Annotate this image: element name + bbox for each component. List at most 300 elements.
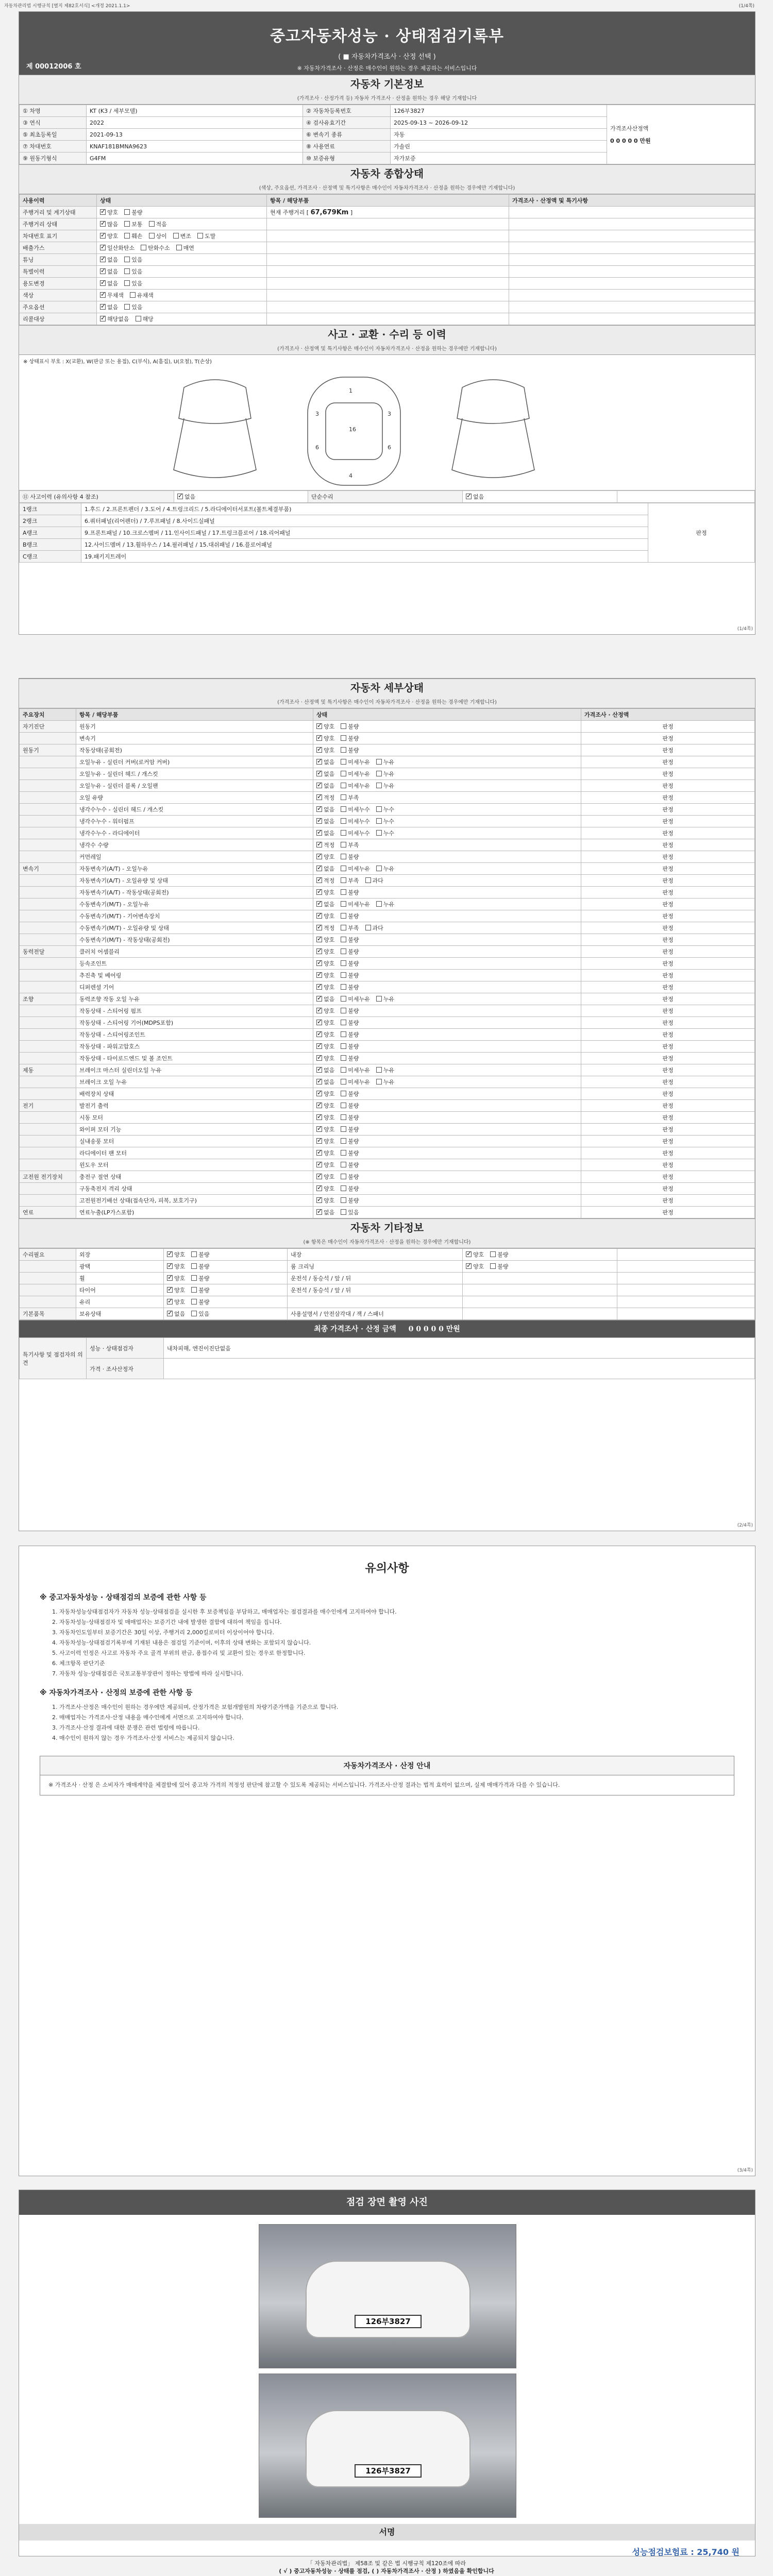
detail-item: 등속조인트 xyxy=(76,958,313,970)
state-option: 불량 xyxy=(341,1020,359,1026)
checkbox-icon xyxy=(316,1008,322,1013)
state-option: 도말 xyxy=(197,233,215,240)
state-option: 있음 xyxy=(124,268,142,275)
basic-label: ⑤ 최초등록일 xyxy=(20,129,87,141)
notice-box xyxy=(40,1756,734,1795)
overall-remark xyxy=(509,230,755,242)
detail-row xyxy=(20,958,755,970)
others-row xyxy=(20,1261,755,1273)
detail-group xyxy=(20,1088,76,1100)
detail-state xyxy=(313,816,581,827)
state-option: 해당 xyxy=(136,316,154,323)
notice-paragraph: 1. 자동차성능상태점검자가 자동차 성능·상태점검을 실시한 후 보증책임을 부담하고, 매매업자는 점검결과를 매수인에게 고지하여야 합니다. xyxy=(52,1608,397,1615)
detail-state xyxy=(313,958,581,970)
detail-row xyxy=(20,1064,755,1076)
column-header: 가격조사 · 산정액 xyxy=(581,709,755,721)
inspection-photo-rear xyxy=(259,2374,516,2518)
detail-group xyxy=(20,922,76,934)
basic-label: ⑨ 원동기형식 xyxy=(20,152,87,164)
detail-item: 냉각수누수 - 라디에이터 xyxy=(76,827,313,839)
state-option: ✓ 적정 xyxy=(316,794,334,801)
state-option: 불량 xyxy=(490,1251,508,1258)
state-option: 불량 xyxy=(341,1174,359,1180)
detail-group: 전기 xyxy=(20,1100,76,1112)
checkbox-icon xyxy=(124,233,130,239)
checkbox-icon xyxy=(376,1067,382,1073)
overall-state xyxy=(97,230,267,242)
checkbox-icon xyxy=(341,1126,346,1132)
detail-group xyxy=(20,981,76,993)
state-option: 불량 xyxy=(341,948,359,955)
others-subtitle: (※ 항목은 매수인이 자동차가격조사 · 산정을 원하는 경우에만 기재합니다) xyxy=(19,1236,755,1248)
checkbox-icon xyxy=(341,948,346,954)
state-option: 있음 xyxy=(124,280,142,287)
detail-item: 냉각수누수 - 실린더 헤드 / 개스킷 xyxy=(76,804,313,816)
detail-judge: 판정 xyxy=(581,839,755,851)
state-option: 미세누수 xyxy=(341,806,370,813)
state-option: 상이 xyxy=(149,233,167,240)
detail-group xyxy=(20,804,76,816)
others-remark xyxy=(617,1261,755,1273)
notice-paragraph: 4. 매수인이 원하지 않는 경우 가격조사·산정 서비스는 제공되지 않습니다. xyxy=(52,1735,234,1741)
state-option: 불량 xyxy=(341,747,359,754)
checkbox-icon xyxy=(341,759,346,765)
checkbox-icon xyxy=(341,972,346,978)
others-row xyxy=(20,1249,755,1261)
state-option: 변조 xyxy=(173,233,191,240)
state-option: 불량 xyxy=(191,1299,209,1306)
state-option: ✓ 없음 xyxy=(316,771,334,777)
state-option: 훼손 xyxy=(124,233,142,240)
state-option: ✓ 양호 xyxy=(316,1138,334,1145)
checkbox-icon xyxy=(376,818,382,824)
column-header: 가격조사 · 산정액 및 특기사항 xyxy=(509,195,755,207)
state-option: 누유 xyxy=(376,759,394,766)
detail-group xyxy=(20,816,76,827)
state-option: ✓ 양호 xyxy=(316,960,334,967)
others-row xyxy=(20,1308,755,1320)
basic-value: 가솔린 xyxy=(391,141,607,152)
checkbox-icon xyxy=(341,1055,346,1061)
detail-group xyxy=(20,827,76,839)
detail-item: 수동변속기(M/T) - 오일누유 xyxy=(76,899,313,910)
accident-title: 사고 · 교환 · 수리 등 이력 xyxy=(19,325,755,343)
overall-state xyxy=(97,207,267,218)
basic-label: ⑥ 변속기 종류 xyxy=(303,129,391,141)
overall-remark xyxy=(509,207,755,218)
state-option: 불량 xyxy=(341,937,359,943)
checkbox-icon xyxy=(376,771,382,776)
state-option: 미세누수 xyxy=(341,818,370,825)
detail-group xyxy=(20,1112,76,1124)
state-option: 불량 xyxy=(490,1263,508,1270)
overall-state xyxy=(97,278,267,290)
basic-info-row xyxy=(20,105,755,117)
parts-rank: A랭크 xyxy=(20,527,81,539)
detail-row xyxy=(20,910,755,922)
state-option: ✓ 양호 xyxy=(316,1197,334,1204)
detail-item: 변속기 xyxy=(76,733,313,744)
overall-title: 자동차 종합상태 xyxy=(19,164,755,182)
overall-table xyxy=(19,194,755,325)
checkbox-icon xyxy=(341,1138,346,1144)
detail-row xyxy=(20,768,755,780)
checkbox-icon xyxy=(365,925,371,930)
state-option: ✓ 양호 xyxy=(316,1162,334,1168)
state-option: 미세누유 xyxy=(341,996,370,1003)
state-option: ✓ 없음 xyxy=(316,1067,334,1074)
detail-row xyxy=(20,827,755,839)
state-option: ✓ 양호 xyxy=(316,1185,334,1192)
checkbox-icon xyxy=(341,877,346,883)
checkbox-icon xyxy=(490,1263,496,1269)
state-option: 부족 xyxy=(341,842,359,849)
state-option: 누수 xyxy=(376,830,394,837)
state-option: 누유 xyxy=(376,996,394,1003)
checkbox-icon xyxy=(124,268,130,274)
detail-state xyxy=(313,851,581,863)
state-option: ✓ 양호 xyxy=(167,1251,185,1258)
checkbox-icon xyxy=(341,806,346,812)
detail-group xyxy=(20,768,76,780)
checkbox-icon xyxy=(341,1150,346,1156)
parts-rank: 1랭크 xyxy=(20,503,81,515)
checkbox-icon xyxy=(100,304,106,310)
detail-state xyxy=(313,1195,581,1207)
others-item-2: 운전석 / 동승석 / 앞 / 뒤 xyxy=(288,1273,463,1284)
state-option: ✓ 양호 xyxy=(466,1263,484,1270)
state-option: ✓ 양호 xyxy=(167,1299,185,1306)
state-option: 불량 xyxy=(341,1055,359,1062)
others-item-2: 사용설명서 / 안전삼각대 / 잭 / 스패너 xyxy=(288,1308,463,1320)
checkbox-icon xyxy=(376,759,382,765)
checkbox-icon xyxy=(316,1103,322,1108)
checkbox-icon xyxy=(130,292,136,298)
notice-paragraph: 3. 자동차인도일부터 보증기간은 30일 이상, 주행거리 2,000킬로미터 이상이어야 합니다. xyxy=(52,1629,274,1636)
state-option: 보통 xyxy=(124,221,142,228)
detail-judge: 판정 xyxy=(581,1136,755,1147)
detail-state xyxy=(313,1029,581,1041)
checkbox-icon xyxy=(167,1263,173,1269)
detail-state xyxy=(313,1112,581,1124)
accident-history-label: ⑪ 사고이력 (유의사항 4 참조) xyxy=(20,491,174,503)
detail-state xyxy=(313,910,581,922)
checkbox-icon xyxy=(167,1287,173,1293)
detail-table xyxy=(19,708,755,1218)
overall-row xyxy=(20,230,755,242)
final-amount-title: 최종 가격조사 · 산정 금액 xyxy=(314,1325,396,1333)
detail-group xyxy=(20,780,76,792)
notice-head-2: ※ 자동차가격조사 · 산정의 보증에 관한 사항 등 xyxy=(40,1689,193,1697)
checkbox-icon xyxy=(316,972,322,978)
detail-state xyxy=(313,934,581,946)
detail-state xyxy=(313,922,581,934)
detail-row xyxy=(20,1207,755,1218)
detail-judge: 판정 xyxy=(581,804,755,816)
state-option: ✓ 무채색 xyxy=(100,292,124,299)
detail-state xyxy=(313,1017,581,1029)
detail-judge: 판정 xyxy=(581,1207,755,1218)
state-option: ✓ 양호 xyxy=(316,972,334,979)
checkbox-icon xyxy=(316,759,322,765)
basic-value: KNAF181BMNA9623 xyxy=(87,141,303,152)
overall-row xyxy=(20,301,755,313)
checkbox-icon xyxy=(341,1185,346,1191)
detail-group xyxy=(20,887,76,899)
checkbox-icon xyxy=(167,1311,173,1316)
footer-line-2: ( √ ) 중고자동차성능 · 상태를 점검, ( ) 자동차가격조사 · 산정 ) 하였음을 확인합니다 xyxy=(279,2568,494,2574)
detail-judge: 판정 xyxy=(581,863,755,875)
overall-item xyxy=(267,313,509,325)
state-option: ✓ 양호 xyxy=(167,1287,185,1294)
state-option: 누유 xyxy=(376,1079,394,1086)
state-option: 적음 xyxy=(149,221,167,228)
signature-bar: 서명 xyxy=(19,2524,755,2540)
overall-row xyxy=(20,218,755,230)
notice-head-1: ※ 중고자동차성능 · 상태점검의 보증에 관한 사항 등 xyxy=(40,1594,207,1602)
checkbox-icon xyxy=(341,735,346,741)
detail-group xyxy=(20,899,76,910)
detail-judge: 판정 xyxy=(581,1017,755,1029)
remarks-appraiser-value xyxy=(164,1359,755,1379)
detail-row xyxy=(20,934,755,946)
others-item: 외장 xyxy=(76,1249,164,1261)
checkbox-icon xyxy=(316,1067,322,1073)
basic-label: ⑧ 사용연료 xyxy=(303,141,391,152)
detail-group xyxy=(20,1183,76,1195)
detail-row xyxy=(20,899,755,910)
detail-row xyxy=(20,981,755,993)
others-group: 기본품목 xyxy=(20,1308,76,1320)
svg-text:4: 4 xyxy=(349,472,352,479)
others-group xyxy=(20,1273,76,1284)
detail-state xyxy=(313,1159,581,1171)
detail-judge: 판정 xyxy=(581,958,755,970)
checkbox-icon xyxy=(341,723,346,729)
basic-label: ⑦ 차대번호 xyxy=(20,141,87,152)
checkbox-icon xyxy=(191,1287,197,1293)
detail-state xyxy=(313,1005,581,1017)
checkbox-icon xyxy=(136,316,141,321)
state-option: 누유 xyxy=(376,783,394,789)
checkbox-icon xyxy=(191,1251,197,1257)
notice-paragraph: 6. 체크항목 판단기준 xyxy=(52,1660,105,1667)
checkbox-icon xyxy=(316,1162,322,1167)
checkbox-icon xyxy=(490,1251,496,1257)
checkbox-icon xyxy=(341,1008,346,1013)
detail-item: 작동상태 - 타이로드엔드 및 볼 조인트 xyxy=(76,1053,313,1064)
page-label-1: (1/4쪽) xyxy=(737,626,753,632)
detail-judge: 판정 xyxy=(581,1088,755,1100)
detail-judge: 판정 xyxy=(581,780,755,792)
others-state-2 xyxy=(463,1249,617,1261)
detail-row xyxy=(20,1076,755,1088)
state-option: 미세누유 xyxy=(341,771,370,777)
detail-state xyxy=(313,1053,581,1064)
checkbox-icon xyxy=(376,866,382,871)
detail-state xyxy=(313,899,581,910)
mileage-label: 현재 주행거리 xyxy=(270,209,305,216)
others-state-2 xyxy=(463,1273,617,1284)
detail-group: 원동기 xyxy=(20,744,76,756)
state-option: ✓ 양호 xyxy=(316,984,334,991)
detail-judge: 판정 xyxy=(581,816,755,827)
state-option: 불량 xyxy=(341,1091,359,1097)
detail-row xyxy=(20,887,755,899)
parts-rank: C랭크 xyxy=(20,551,81,563)
state-option: ✓ 양호 xyxy=(316,854,334,860)
detail-item: 충전구 절연 상태 xyxy=(76,1171,313,1183)
detail-group xyxy=(20,1029,76,1041)
detail-state xyxy=(313,744,581,756)
overall-remark xyxy=(509,242,755,254)
detail-item: 수동변속기(M/T) - 기어변속장치 xyxy=(76,910,313,922)
checkbox-icon xyxy=(316,1185,322,1191)
others-remark xyxy=(617,1296,755,1308)
detail-judge: 판정 xyxy=(581,756,755,768)
checkbox-icon xyxy=(341,960,346,966)
notice-box-title: 자동차가격조사 · 산정 안내 xyxy=(40,1756,734,1775)
detail-judge: 판정 xyxy=(581,1076,755,1088)
checkbox-icon xyxy=(173,233,179,239)
basic-info-table xyxy=(19,105,755,164)
checkbox-icon xyxy=(341,1197,346,1203)
parts-items: 19.패키지트레이 xyxy=(81,551,648,563)
checkbox-icon xyxy=(316,877,322,883)
detail-item: 작동상태 - 스티어링 펌프 xyxy=(76,1005,313,1017)
state-option: ✓ 양호 xyxy=(316,723,334,730)
state-option: 불량 xyxy=(124,209,142,216)
inspection-photo-front xyxy=(259,2224,516,2368)
detail-row xyxy=(20,875,755,887)
notice-paragraph: 2. 자동차성능·상태점검자 및 매매업자는 보증기간 내에 발생한 결함에 대하여 책임을 집니다. xyxy=(52,1619,282,1625)
checkbox-icon xyxy=(341,771,346,776)
final-amount-bar xyxy=(19,1320,755,1337)
detail-group xyxy=(20,1053,76,1064)
others-table xyxy=(19,1248,755,1320)
parts-row xyxy=(20,539,755,551)
state-option: ✓ 양호 xyxy=(316,1174,334,1180)
detail-judge: 판정 xyxy=(581,899,755,910)
photo-section-title: 점검 장면 촬영 사진 xyxy=(19,2190,755,2215)
others-group xyxy=(20,1296,76,1308)
overall-label: 차대번호 표기 xyxy=(20,230,97,242)
price-value: 0 0 0 0 0 만원 xyxy=(610,138,651,144)
state-option: 미세누유 xyxy=(341,783,370,789)
column-header: 항목 / 해당부품 xyxy=(267,195,509,207)
detail-group xyxy=(20,1076,76,1088)
license-plate: 126부3827 xyxy=(355,2315,422,2328)
others-state-2 xyxy=(463,1308,617,1320)
checkbox-icon xyxy=(316,984,322,990)
checkbox-icon xyxy=(149,221,155,227)
checkbox-icon xyxy=(100,268,106,274)
insurance-fee: 성능점검보험료 : 25,740 원 xyxy=(632,2547,740,2557)
mileage-value: 67,679Km xyxy=(310,209,349,216)
overall-row xyxy=(20,313,755,325)
checkbox-icon xyxy=(341,1043,346,1049)
checkbox-icon xyxy=(341,842,346,848)
detail-item: 실내송풍 모터 xyxy=(76,1136,313,1147)
detail-group xyxy=(20,839,76,851)
overall-label: 배출가스 xyxy=(20,242,97,254)
checkbox-icon xyxy=(316,723,322,729)
detail-subtitle: (가격조사 · 산정액 및 특기사항은 매수인이 자동차가격조사 · 산정을 원하는 경우에만 기재합니다) xyxy=(19,696,755,708)
detail-item: 브레이크 오일 누유 xyxy=(76,1076,313,1088)
checkbox-icon xyxy=(376,901,382,907)
detail-row xyxy=(20,1088,755,1100)
state-option: ✓ 적정 xyxy=(316,877,334,884)
detail-row xyxy=(20,1183,755,1195)
overall-label: 튜닝 xyxy=(20,254,97,266)
checkbox-icon xyxy=(341,889,346,895)
overall-item: 현재 주행거리 [ 67,679Km ] xyxy=(267,207,509,218)
checkbox-icon xyxy=(341,1162,346,1167)
state-option: ✓ 없음 xyxy=(316,996,334,1003)
checkbox-icon xyxy=(316,783,322,788)
basic-info-title: 자동차 기본정보 xyxy=(19,75,755,92)
simple-repair-label: 단순수리 xyxy=(308,491,463,503)
checkbox-icon xyxy=(341,901,346,907)
checkbox-icon xyxy=(316,735,322,741)
document-note: ※ 자동차가격조사 · 산정은 매수인이 원하는 경우 제공하는 서비스입니다 xyxy=(297,65,477,72)
checkbox-icon xyxy=(341,996,346,1002)
state-option: ✓ 없음 xyxy=(167,1311,185,1317)
state-option: 불량 xyxy=(191,1287,209,1294)
basic-value: 126부3827 xyxy=(391,105,607,117)
state-option: 부족 xyxy=(341,877,359,884)
checkbox-icon xyxy=(341,1067,346,1073)
document-subtitle: ( ■ 자동차가격조사 · 산정 선택 ) xyxy=(338,53,436,61)
detail-state xyxy=(313,1100,581,1112)
detail-item: 자동변속기(A/T) - 오일유량 및 상태 xyxy=(76,875,313,887)
overall-remark xyxy=(509,266,755,278)
basic-value: 2021-09-13 xyxy=(87,129,303,141)
basic-label: ③ 연식 xyxy=(20,117,87,129)
checkbox-icon xyxy=(124,304,130,310)
state-option: 있음 xyxy=(191,1311,209,1317)
detail-judge: 판정 xyxy=(581,768,755,780)
others-state xyxy=(164,1296,288,1308)
detail-judge: 판정 xyxy=(581,733,755,744)
detail-group xyxy=(20,910,76,922)
overall-item xyxy=(267,254,509,266)
detail-group xyxy=(20,756,76,768)
detail-row xyxy=(20,1053,755,1064)
basic-label: ⑩ 보증유형 xyxy=(303,152,391,164)
page-indicator: (1/4쪽) xyxy=(738,4,754,9)
state-option: ✓ 일산화탄소 xyxy=(100,245,135,251)
checkbox-icon xyxy=(100,221,106,227)
detail-judge: 판정 xyxy=(581,910,755,922)
detail-item: 추진축 및 베어링 xyxy=(76,970,313,981)
detail-row xyxy=(20,863,755,875)
others-group: 수리필요 xyxy=(20,1249,76,1261)
license-plate: 126부3827 xyxy=(355,2464,422,2478)
detail-group xyxy=(20,1195,76,1207)
detail-judge: 판정 xyxy=(581,792,755,804)
overall-item xyxy=(267,230,509,242)
detail-state xyxy=(313,827,581,839)
checkbox-icon xyxy=(316,937,322,942)
state-option: ✓ 적정 xyxy=(316,842,334,849)
overall-row xyxy=(20,278,755,290)
detail-state xyxy=(313,756,581,768)
checkbox-icon xyxy=(316,1138,322,1144)
state-option: ✓ 없음 xyxy=(100,268,118,275)
detail-judge: 판정 xyxy=(581,1100,755,1112)
state-option: ✓ 양호 xyxy=(316,1008,334,1014)
